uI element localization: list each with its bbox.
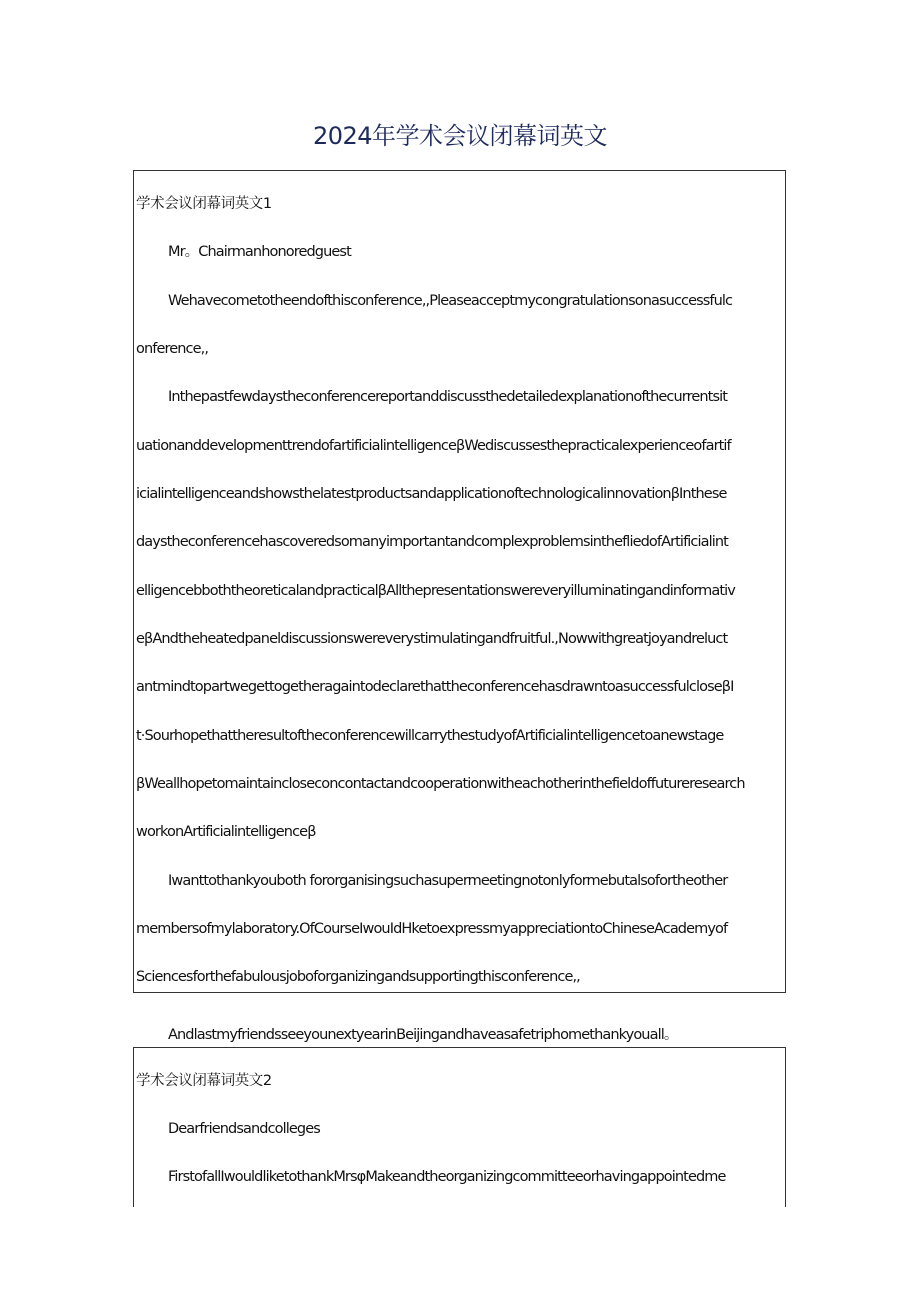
section-2-heading: 学术会议闭幕词英文2 [136, 1073, 272, 1089]
paragraph-line: elligencebboththeoreticalandpracticalβAllthepresentationswereveryilluminatingandinformativ [136, 583, 735, 599]
document-title: 2024年学术会议闭幕词英文 [312, 122, 608, 150]
paragraph-line: onference,, [136, 341, 209, 357]
paragraph-line: Iwanttothankyouboth fororganisingsuchasupermeetingnotonlyformebutalsofortheother [168, 873, 728, 889]
paragraph-line: Wehavecometotheendofthisconference,,Pleaseacceptmycongratulationsonasuccessfulc [168, 293, 733, 309]
paragraph-line: antmindtopartwegettogetheragaintodeclarethattheconferencehasdrawntoasuccessfulcloseβI [136, 679, 734, 695]
paragraph-line: icialintelligenceandshowsthelatestproductsandapplicationoftechnologicalinnovationβInthese [136, 486, 727, 502]
paragraph-line: Inthepastfewdaystheconferencereportanddiscussthedetailedexplanationofthecurrentsit [168, 389, 728, 405]
salutation-line: Mr。Chairmanhonoredguest [168, 244, 351, 260]
paragraph-line: Sciencesforthefabulousjoboforganizingandsupportingthisconference,, [136, 969, 580, 985]
paragraph-line: membersofmylaboratory.OfCourseIwouIdHketoexpressmyappreciationtoChineseAcademyof [136, 921, 728, 937]
paragraph-line: t·SourhopethattheresultoftheconferencewillcarrythestudyofArtificialintelligencetoanewstage [136, 728, 724, 744]
paragraph-line: daystheconferencehascoveredsomanyimportantandcomplexproblemsinthefliedofArtificialint [136, 534, 728, 550]
salutation-line: Dearfriendsandcolleges [168, 1121, 320, 1137]
closing-line: AndlastmyfriendsseeyounextyearinBeijingandhaveasafetriphomethankyouall。 [168, 1027, 678, 1043]
paragraph-line: FirstofallIwouldliketothankMrsφMakeandtheorganizingcommitteeorhavingappointedme [168, 1169, 726, 1185]
paragraph-line: uationanddevelopmenttrendofartificialintelligenceβWediscussesthepracticalexperienceofartif [136, 438, 731, 454]
paragraph-line: βWeallhopetomaintaincloseconcontactandcooperationwitheachotherinthefieldoffutureresearch [136, 776, 745, 792]
paragraph-line: workonArtificialintelligenceβ [136, 824, 316, 840]
paragraph-line: eβAndtheheatedpaneldiscussionswereverystimulatingandfruitful.,Nowwithgreatjoyandreluct [136, 631, 728, 647]
section-1-heading: 学术会议闭幕词英文1 [136, 196, 272, 212]
